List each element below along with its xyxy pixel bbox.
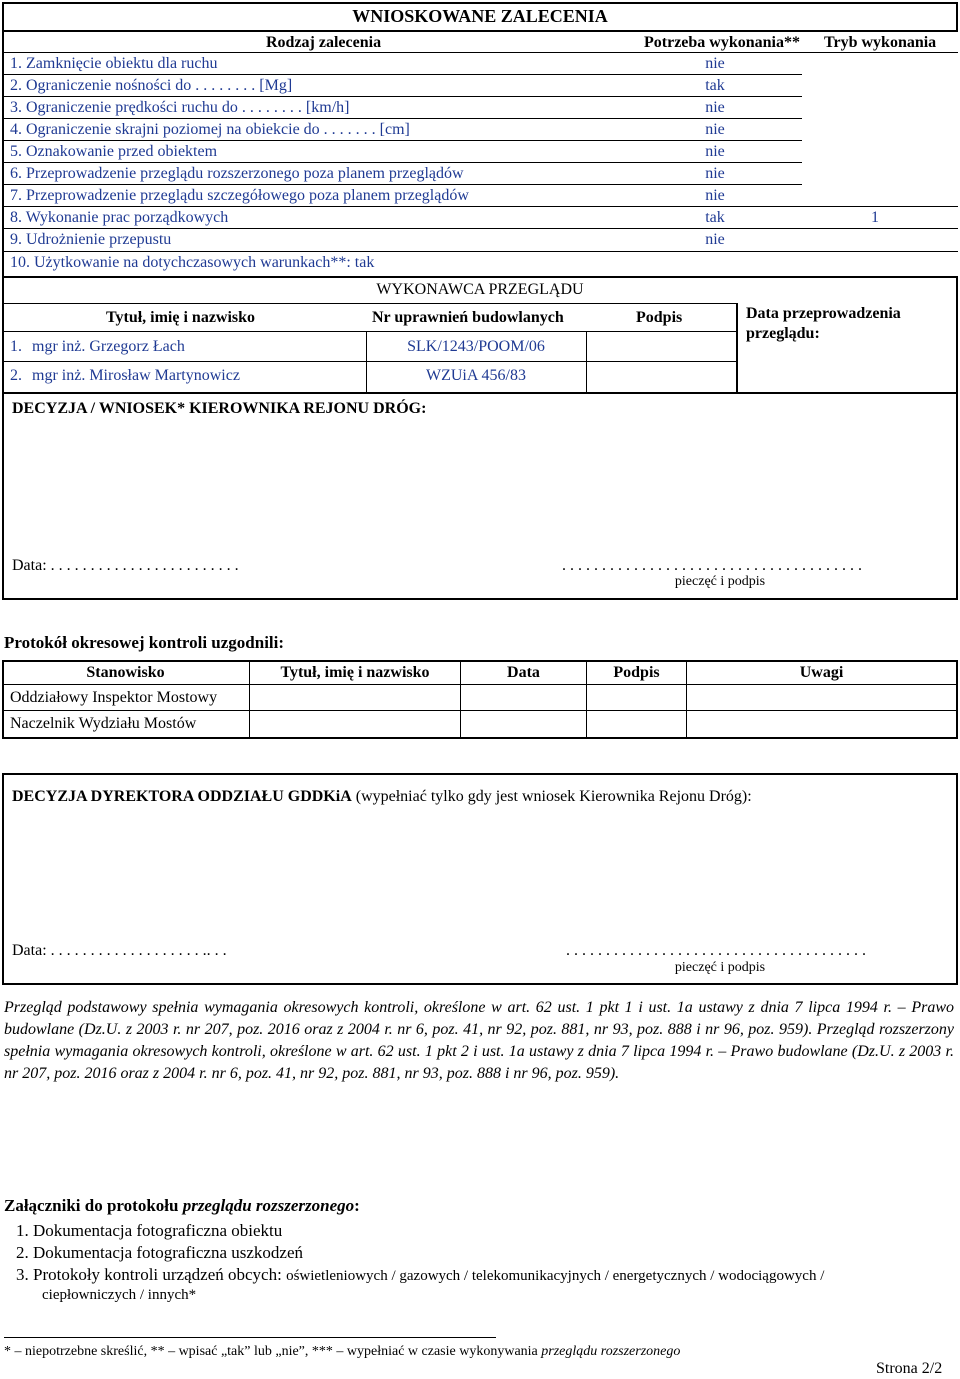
district-decision-sign-dots: . . . . . . . . . . . . . . . . . . . . . . . . . . . . . . . . . . . . . .	[562, 557, 862, 574]
legal-paragraph: Przegląd podstawowy spełnia wymagania okresowych kontroli, określone w art. 62 ust. 1 pkt 1 i ust. 1a ustawy z dnia 7 lipca 1994 r. – Prawo budowlane (Dz.U. z 2003 r. nr 207, poz. 2016 oraz z 2004 r. nr 6, poz. 41, nr 92, poz. 881, nr 93, poz. 888 i nr 96, poz. 959). Przegląd rozszerzony spełnia wymagania okresowych kontroli, określone w art. 62 ust. 1 pkt 2 i ust. 1a ustawy z dnia 7 lipca 1994 r. – Prawo budowlane (Dz.U. z 2003 r. nr 207, poz. 2016 oraz z 2004 r. nr 6, poz. 41, nr 92, poz. 881, nr 93, poz. 888 i nr 96, poz. 959).	[4, 999, 954, 1082]
district-decision-sign-label: pieczęć i podpis	[674, 574, 766, 589]
agreement-header-name: Tytuł, imię i nazwisko	[280, 664, 430, 681]
attachments-title-text: Załączniki do protokołu	[4, 1196, 183, 1215]
person-license: SLK/1243/POOM/06	[407, 338, 545, 355]
agreement-row-position: Oddziałowy Inspektor Mostowy	[10, 689, 218, 706]
usage-value: tak	[354, 254, 375, 271]
rec-row-label: 3. Ograniczenie prędkości ruchu do . . . . . . . . [km/h]	[10, 99, 350, 116]
person-license: WZUiA 456/83	[426, 367, 526, 384]
rec-row-need: nie	[705, 55, 725, 72]
rec-row-label: 4. Ograniczenie skrajni poziomej na obiekcie do . . . . . . . [cm]	[10, 121, 410, 138]
rec-row-label: 8. Wykonanie prac porządkowych	[10, 209, 229, 226]
rec-row-label: 5. Oznakowanie przed obiektem	[10, 143, 218, 160]
agreement-header-date: Data	[507, 664, 540, 681]
director-decision-title-row	[12, 787, 752, 807]
agreement-header-position: Stanowisko	[86, 664, 165, 681]
agreement-title: Protokół okresowej kontroli uzgodnili:	[4, 633, 285, 652]
col-date-header: Data przeprowadzenia przeglądu:	[746, 305, 901, 342]
person-name: mgr inż. Mirosław Martynowicz	[32, 367, 240, 384]
usage-row	[10, 253, 374, 273]
director-decision-date: Data: . . . . . . . . . . . . . . . . . . . .. . .	[12, 942, 227, 959]
rec-row-label: 1. Zamknięcie obiektu dla ruchu	[10, 55, 218, 72]
district-decision-title: DECYZJA / WNIOSEK* KIEROWNIKA REJONU DRÓG:	[12, 400, 427, 417]
attachments-title-end: :	[354, 1196, 360, 1215]
attachments-title	[4, 1196, 360, 1216]
rec-row-need: nie	[705, 187, 725, 204]
rec-row-need: nie	[705, 121, 725, 138]
col-mode-header: Tryb wykonania	[824, 34, 937, 51]
attachment-item-3-options: oświetleniowych / gazowych / telekomunikacyjnych / energetycznych / wodociągowych /	[286, 1268, 825, 1284]
person-number: 1.	[10, 338, 22, 355]
attachment-item: 2. Dokumentacja fotograficzna uszkodzeń	[16, 1243, 303, 1262]
usage-label: 10. Użytkowanie na dotychczasowych warunkach**:	[10, 254, 351, 271]
footnote-text: * – niepotrzebne skreślić, ** – wpisać „tak” lub „nie”, *** – wypełniać w czasie wykonywania	[4, 1344, 542, 1359]
footnote	[4, 1342, 680, 1362]
rec-row-label: 9. Udrożnienie przepustu	[10, 231, 172, 248]
rec-row-label: 2. Ograniczenie nośności do . . . . . . . . [Mg]	[10, 77, 293, 94]
rec-row-label: 6. Przeprowadzenie przeglądu rozszerzonego poza planem przeglądów	[10, 165, 464, 182]
person-name: mgr inż. Grzegorz Łach	[32, 338, 185, 355]
attachment-item-3-options-cont: ciepłowniczych / innych*	[42, 1287, 197, 1303]
rec-row-need: tak	[705, 209, 725, 226]
col-type-header: Rodzaj zalecenia	[266, 34, 382, 51]
agreement-header-sign: Podpis	[613, 664, 660, 681]
director-decision-note: (wypełniać tylko gdy jest wniosek Kierownika Rejonu Dróg):	[351, 788, 752, 805]
director-decision-title: DECYZJA DYREKTORA ODDZIAŁU GDDKiA	[12, 788, 352, 805]
recommendations-title: WNIOSKOWANE ZALECENIA	[352, 6, 608, 26]
rec-row-need: nie	[705, 231, 725, 248]
director-decision-sign-label: pieczęć i podpis	[674, 960, 766, 975]
col-sign-header: Podpis	[636, 309, 683, 326]
footnote-italic: przeglądu rozszerzonego	[541, 1344, 681, 1359]
rec-row-need: tak	[705, 77, 725, 94]
district-decision-date: Data: . . . . . . . . . . . . . . . . . . . . . . . .	[12, 557, 239, 574]
col-license-header: Nr uprawnień budowlanych	[372, 309, 564, 326]
rec-row-need: nie	[705, 165, 725, 182]
col-need-header: Potrzeba wykonania**	[644, 34, 800, 51]
inspector-title: WYKONAWCA PRZEGLĄDU	[376, 281, 584, 298]
attachments-title-italic: przeglądu rozszerzonego	[182, 1196, 355, 1215]
attachment-item: 3. Protokoły kontroli urządzeń obcych:	[16, 1265, 282, 1284]
col-name-header: Tytuł, imię i nazwisko	[106, 309, 256, 326]
agreement-row-position: Naczelnik Wydziału Mostów	[10, 715, 197, 732]
rec-row-need: nie	[705, 143, 725, 160]
rec-row-mode: 1	[871, 209, 879, 226]
attachment-item: 1. Dokumentacja fotograficzna obiektu	[16, 1221, 283, 1240]
person-number: 2.	[10, 367, 22, 384]
rec-row-need: nie	[705, 99, 725, 116]
page-number: Strona 2/2	[876, 1360, 943, 1377]
agreement-header-notes: Uwagi	[799, 664, 844, 681]
attachment-item-3	[16, 1265, 824, 1286]
rec-row-label: 7. Przeprowadzenie przeglądu szczegółowego poza planem przeglądów	[10, 187, 469, 204]
director-decision-sign-dots: . . . . . . . . . . . . . . . . . . . . . . . . . . . . . . . . . . . . . .	[566, 942, 866, 959]
